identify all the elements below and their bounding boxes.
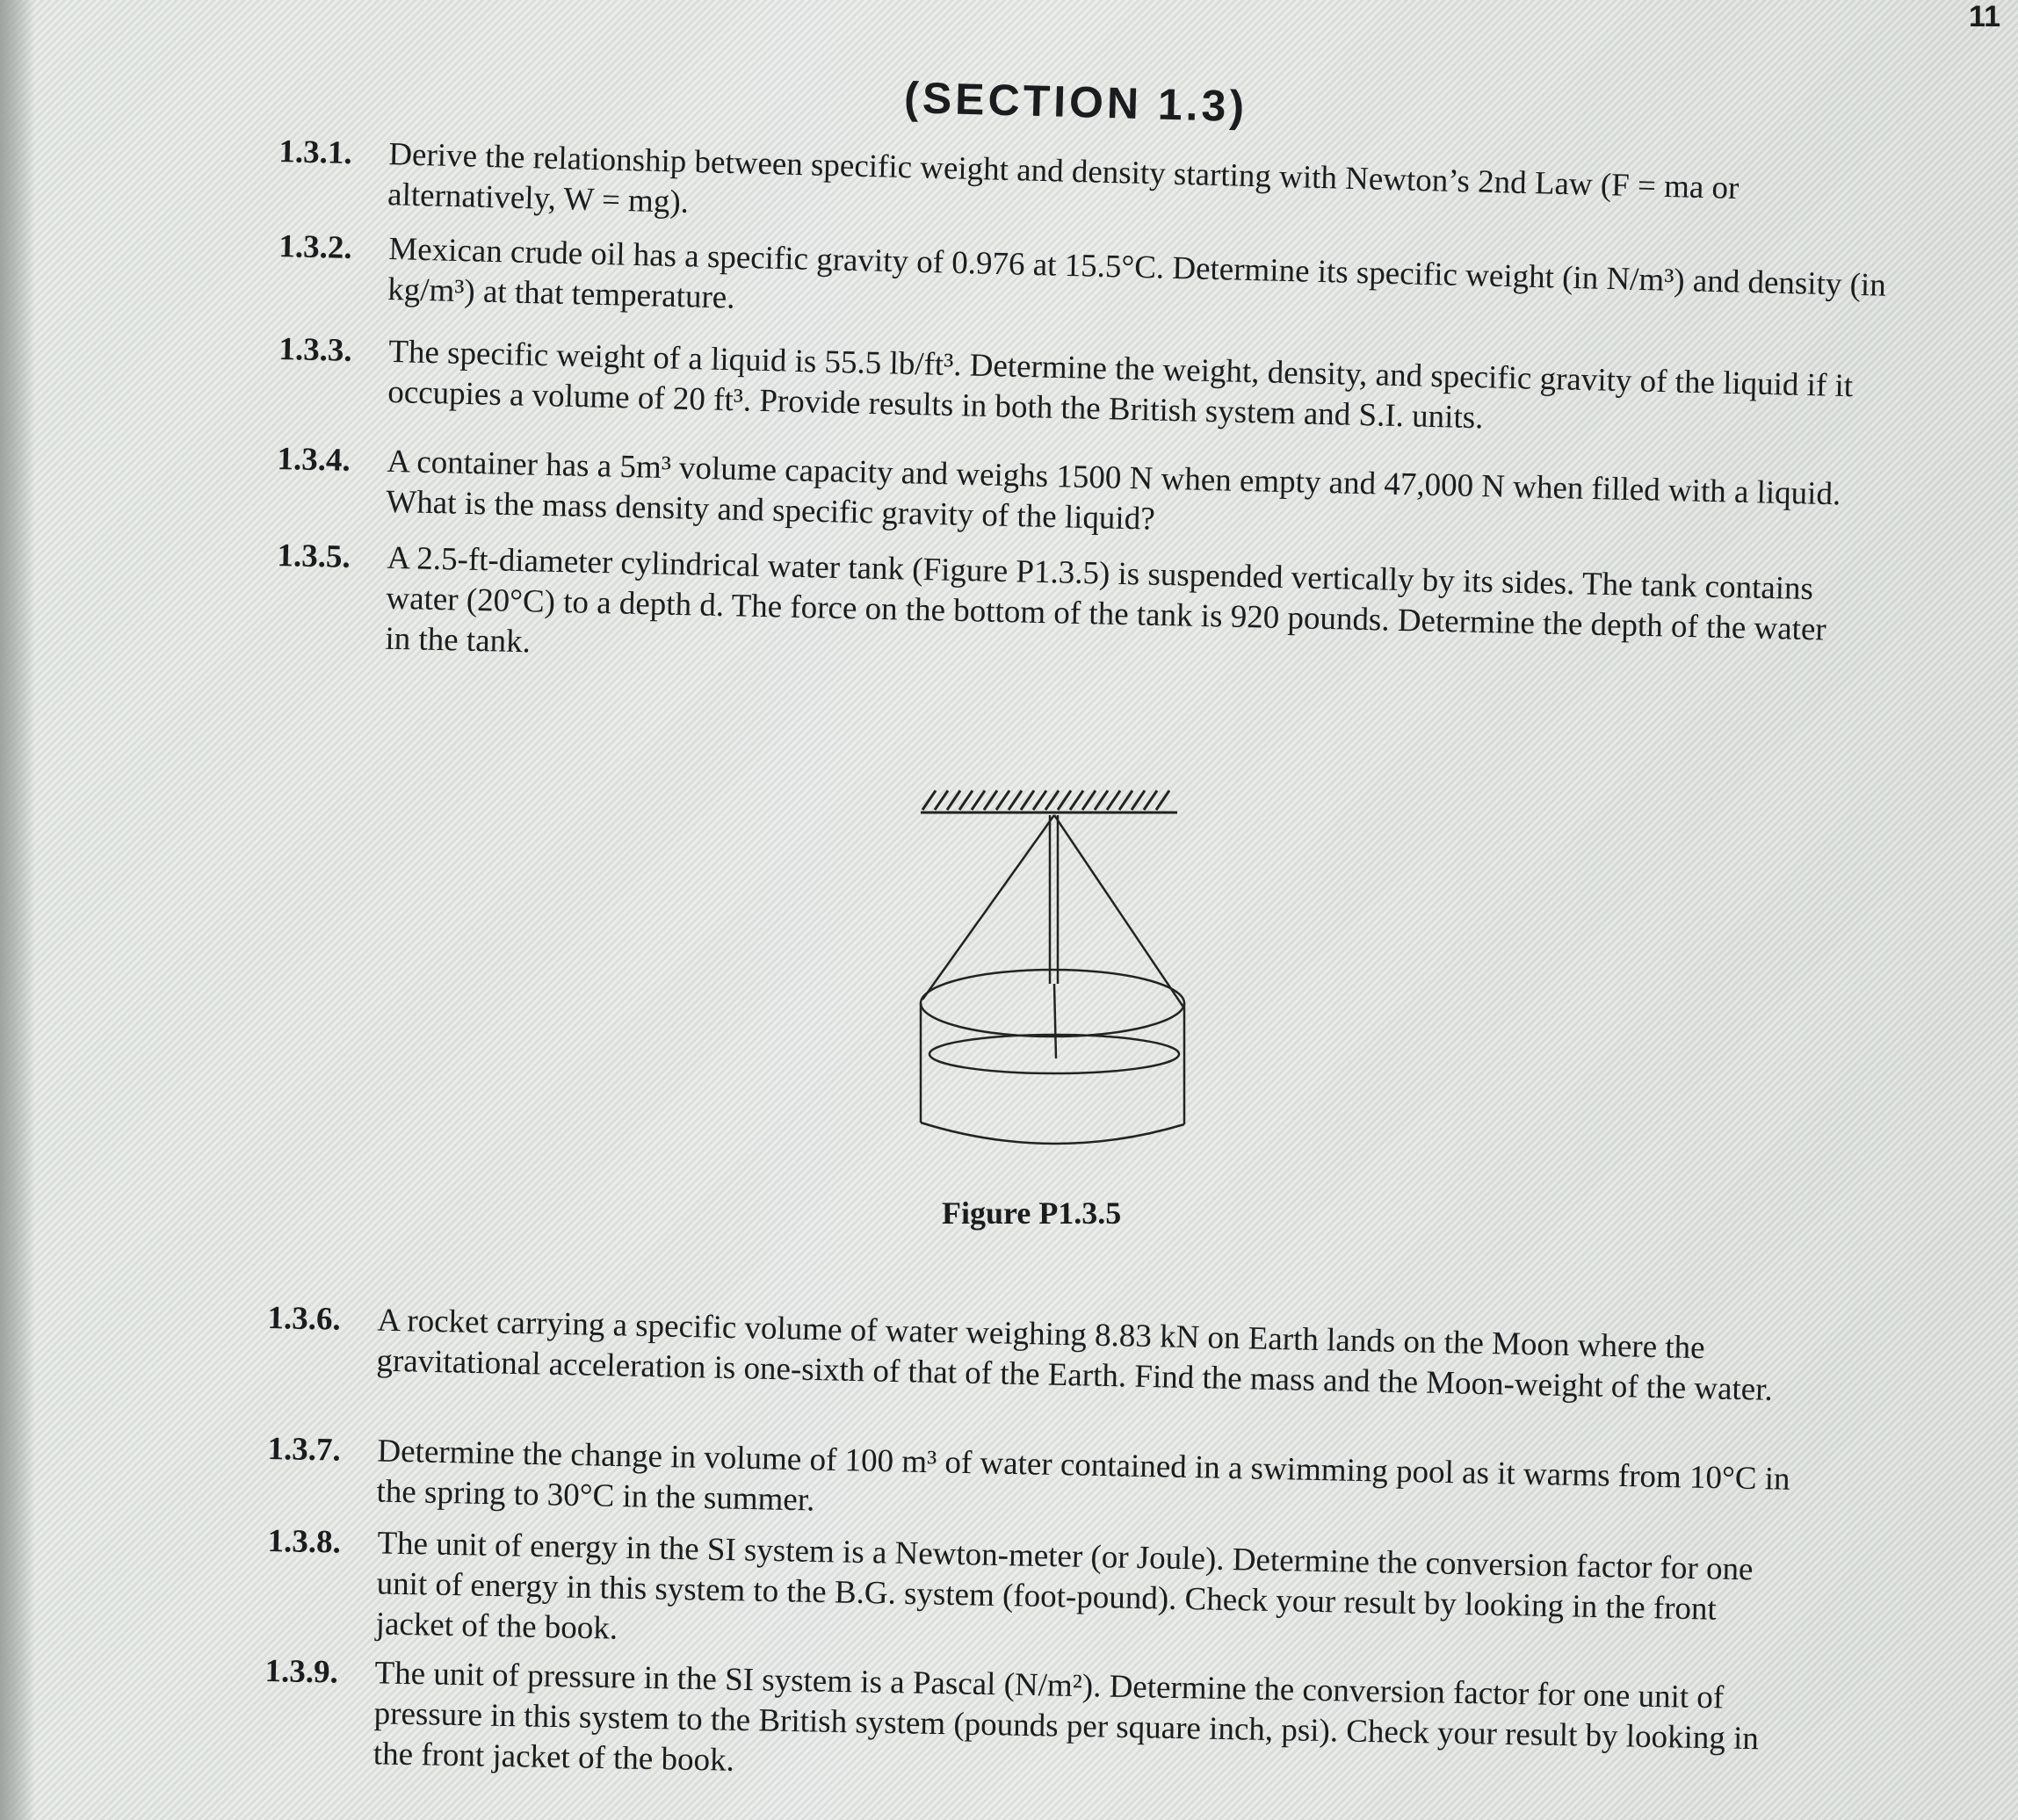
problem-number: 1.3.3. [278, 330, 353, 369]
problem-number: 1.3.4. [277, 440, 351, 479]
problem-text: A container has a 5m³ volume capacity and weighs 1500 N when empty and 47,000 N when filled with a liquid. What is the mass density and specific gravity of the liquid? [385, 443, 1841, 538]
problem-number: 1.3.1. [278, 133, 353, 172]
problem-1-3-4 [277, 439, 1877, 538]
problem-number: 1.3.7. [267, 1430, 342, 1469]
page-number: 11 [1969, 0, 2000, 33]
problem-text: A 2.5-ft-diameter cylindrical water tank (Figure P1.3.5) is suspended vertically by its sides. The tank contains water (20°C) to a depth d. The force on the bottom of the tank is 920 pounds. Determine the depth of the water in the tank. [385, 539, 1827, 661]
figure-caption: Figure P1.3.5 [942, 1195, 1122, 1231]
suspended-tank-figure [905, 773, 1195, 1151]
suspension-cables [922, 815, 1184, 1058]
problem-text: The specific weight of a liquid is 55.5 lb/ft³. Determine the weight, density, and specific gravity of the liquid if it occupies a volume of 20 ft³. Provide results in both the British system and S.I. units. [387, 333, 1854, 437]
section-title: (SECTION 1.3) [903, 72, 1248, 132]
problem-text: The unit of energy in the SI system is a Newton-meter (or Joule). Determine the conversion factor for one unit of energy in this system to the B.G. system (foot-pound). Check your result by looking in the front jacket of the book. [375, 1525, 1754, 1647]
cylindrical-tank [921, 970, 1184, 1144]
problem-number: 1.3.6. [267, 1299, 342, 1338]
problem-text: Derive the relationship between specific weight and density starting with Newton’s 2nd Law (F = ma or alternatively, W = mg). [387, 136, 1740, 220]
ceiling-hatch [921, 791, 1177, 812]
problem-text: A rocket carrying a specific volume of water weighing 8.83 kN on Earth lands on the Moon where the gravitational acceleration is one-sixth of that of the Earth. Find the mass and the Moon-weight of the water. [376, 1302, 1774, 1408]
problem-number: 1.3.2. [278, 228, 353, 267]
problem-number: 1.3.5. [277, 537, 351, 575]
problem-number: 1.3.8. [267, 1522, 342, 1561]
problem-1-3-1 [278, 132, 1913, 220]
problem-number: 1.3.9. [264, 1652, 339, 1691]
problem-text: Determine the change in volume of 100 m³ of water contained in a swimming pool as it warms from 10°C in the spring to 30°C in the summer. [376, 1433, 1790, 1519]
problem-text: Mexican crude oil has a specific gravity of 0.976 at 15.5°C. Determine its specific weight (in N/m³) and density (in kg/m³) at that temperature. [387, 231, 1887, 316]
problem-1-3-7 [267, 1429, 1797, 1519]
problem-1-3-6 [267, 1298, 1797, 1408]
problem-text: The unit of pressure in the SI system is a Pascal (N/m²). Determine the conversion factor for one unit of pressure in this system to the British system (pounds per square inch, psi). Check your result by looking in the front jacket of the book. [372, 1655, 1760, 1779]
